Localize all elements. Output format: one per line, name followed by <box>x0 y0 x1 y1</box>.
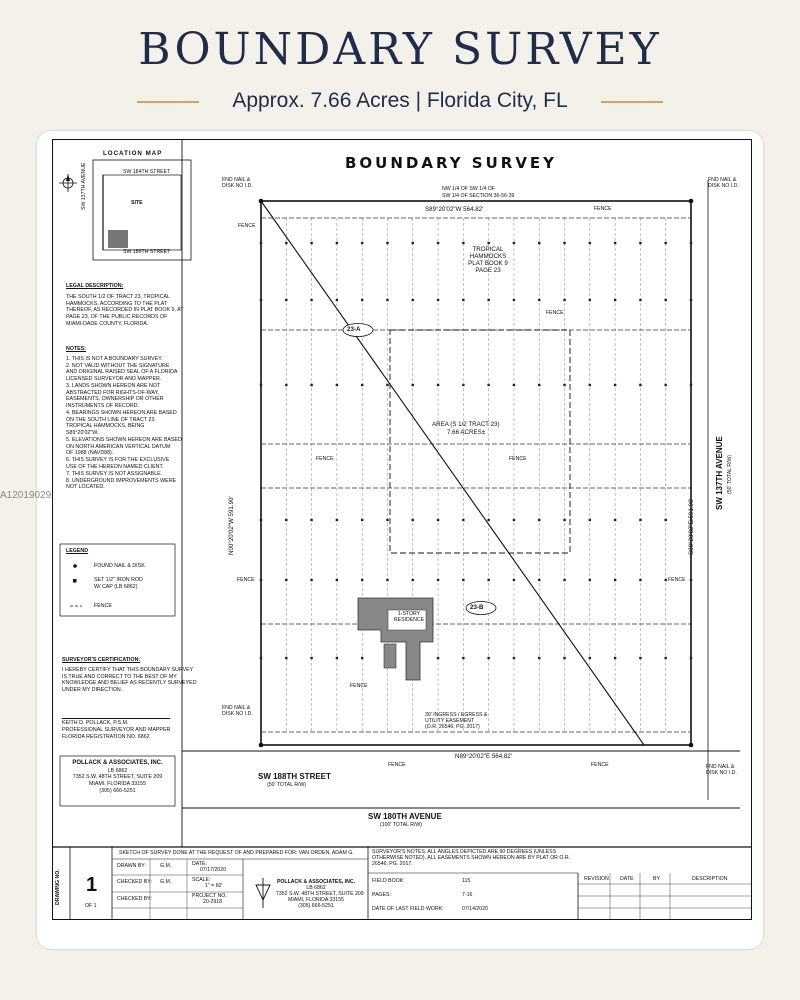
location-map-site-label: SITE <box>131 200 143 206</box>
iron-rod-marker <box>538 299 540 301</box>
legal-description: LEGAL DESCRIPTION: THE SOUTH 1/2 OF TRACT 23, TROPICAL HAMMOCKS, ACCORDING TO THE PLAT THEREOF, AS RECORDED IN PLAT BOOK 9, AT PAGE 23, OF THE PUBLIC RECORDS OF MIAMI-DADE COUNTY, FLORIDA. <box>66 283 184 327</box>
iron-rod-marker <box>462 299 464 301</box>
residence-footprint <box>358 598 433 680</box>
revision-header: DATE <box>620 876 634 882</box>
iron-rod-marker <box>589 299 591 301</box>
iron-rod-markers <box>260 242 692 659</box>
iron-rod-marker <box>437 384 439 386</box>
fnd-nail-sw: FND NAIL & DISK NO I.D. <box>222 705 253 717</box>
iron-rod-marker <box>361 242 363 244</box>
checked-by-value: G.M. <box>160 879 172 885</box>
legend-item: FOUND NAIL & DISK <box>94 563 145 569</box>
iron-rod-marker <box>336 242 338 244</box>
company-logo-icon <box>256 878 270 908</box>
tract-23b-label: 23-B <box>470 604 484 611</box>
fence-label: FENCE <box>594 206 612 212</box>
date-value: 07/17/2020 <box>200 867 226 873</box>
south-bearing: N89°20'02"E 564.82' <box>455 753 512 760</box>
iron-rod-marker <box>336 384 338 386</box>
iron-rod-marker <box>437 657 439 659</box>
iron-rod-marker <box>487 242 489 244</box>
legend-rod-symbol <box>73 579 77 583</box>
iron-rod-marker <box>260 299 262 301</box>
iron-rod-marker <box>386 242 388 244</box>
iron-rod-marker <box>614 579 616 581</box>
area-label: AREA (S 1/2 TRACT 23) <box>432 421 500 428</box>
iron-rod-marker <box>310 579 312 581</box>
iron-rod-marker <box>589 384 591 386</box>
iron-rod-marker <box>513 242 515 244</box>
location-map-top-street: SW 184TH STREET <box>123 169 171 175</box>
iron-rod-marker <box>538 242 540 244</box>
plat-label: TROPICAL HAMMOCKS PLAT BOOK 9 PAGE 23 <box>468 246 508 275</box>
iron-rod-marker <box>513 579 515 581</box>
iron-rod-marker <box>665 519 667 521</box>
iron-rod-marker <box>487 299 489 301</box>
property-boundary <box>261 201 691 745</box>
iron-rod-marker <box>310 384 312 386</box>
iron-rod-marker <box>639 384 641 386</box>
iron-rod-marker <box>614 384 616 386</box>
iron-rod-marker <box>563 519 565 521</box>
iron-rod-marker <box>260 579 262 581</box>
pages-label: PAGES: <box>372 892 391 898</box>
iron-rod-marker <box>361 657 363 659</box>
iron-rod-marker <box>462 242 464 244</box>
iron-rod-marker <box>487 657 489 659</box>
iron-rod-marker <box>538 579 540 581</box>
iron-rod-marker <box>665 657 667 659</box>
iron-rod-marker <box>614 299 616 301</box>
iron-rod-marker <box>665 579 667 581</box>
iron-rod-marker <box>437 242 439 244</box>
scale-value: 1" = 60' <box>205 883 223 889</box>
revision-header: BY <box>653 876 660 882</box>
easement-label: 30' INGRESS / EGRESS & UTILITY EASEMENT (O.R. 26546, PG. 2017) <box>425 712 488 730</box>
iron-rod-marker <box>665 242 667 244</box>
iron-rod-marker <box>639 519 641 521</box>
iron-rod-marker <box>690 579 692 581</box>
iron-rod-marker <box>260 657 262 659</box>
listing-id-watermark: A12019029 <box>0 490 52 501</box>
pages-value: 7-16 <box>462 892 473 898</box>
title-block-company: POLLACK & ASSOCIATES, INC. LB 6862 7352 S.W. 48TH STREET, SUITE 209 MIAMI, FLORIDA 33155 (305) 666-5251 <box>276 879 364 909</box>
iron-rod-marker <box>639 242 641 244</box>
company-box: POLLACK & ASSOCIATES, INC. LB 6862 7352 S.W. 48TH STREET, SUITE 209 MIAMI, FLORIDA 33155 (305) 666-5251 <box>72 760 163 794</box>
north-arrow-icon <box>59 174 77 192</box>
notes: NOTES: 1. THIS IS NOT A BOUNDARY SURVEY. 2. NOT VALID WITHOUT THE SIGNATURE AND ORIGINAL RAISED SEAL OF A FLORIDA LICENSED SURVEYOR AND MAPPER. 3. LANDS SHOWN HEREON ARE NOT ABSTRACTED FOR RIGHTS-OF-WAY, EASEMENTS, OWNERSHIP OR OTHER INSTRUMENTS OF RECORD. 4. BEARINGS SHOWN HEREON ARE BASED ON THE SOUTH LINE OF TRACT 23, TROPICAL HAMMOCKS, BEING S89°20'02"W. 5. ELEVATIONS SHOWN HEREON ARE BASED ON NORTH AMERICAN VERTICAL DATUM OF 1988 (NAVD88). 6. THIS SURVEY IS FOR THE EXCLUSIVE USE OF THE HEREON NAMED CLIENT. 7. THIS SURVEY IS NOT ASSIGNABLE. 8. UNDERGROUND IMPROVEMENTS WERE NOT LOCATED. <box>66 346 182 491</box>
north-bearing: S89°20'02"W 564.82' <box>425 206 484 213</box>
checked-by-label-2: CHECKED BY: <box>117 896 152 902</box>
iron-rod-marker <box>437 299 439 301</box>
iron-rod-marker <box>285 299 287 301</box>
last-field-value: 07/14/2020 <box>462 906 488 912</box>
iron-rod-marker <box>361 519 363 521</box>
east-road-label: SW 137TH AVENUE <box>715 436 724 510</box>
iron-rod-marker <box>487 519 489 521</box>
iron-rod-marker <box>412 242 414 244</box>
iron-rod-marker <box>690 242 692 244</box>
iron-rod-marker <box>462 579 464 581</box>
easement-line <box>261 201 644 745</box>
iron-rod-marker <box>361 579 363 581</box>
south-street-rw: (50' TOTAL R/W) <box>267 782 307 788</box>
surveyor-notes: SURVEYOR'S NOTES: ALL ANGLES DEPICTED ARE 90 DEGREES (UNLESS OTHERWISE NOTED). ALL EASEMENTS SHOWN HEREON ARE BY PLAT OR O.R. 26546, PG. 2017. <box>372 849 571 867</box>
section-label-2: SW 1/4 OF SECTION 36-56-39 <box>442 193 515 199</box>
iron-rod-marker <box>538 384 540 386</box>
fence-label: FENCE <box>509 456 527 462</box>
iron-rod-marker <box>285 384 287 386</box>
project-value: 20-2918 <box>203 899 223 905</box>
iron-rod-marker <box>589 242 591 244</box>
iron-rod-marker <box>513 519 515 521</box>
prepared-for: SKETCH OF SURVEY DONE AT THE REQUEST OF AND PREPARED FOR: VAN ORDEN, ADAM G. <box>119 850 354 856</box>
fence-label: FENCE <box>546 310 564 316</box>
iron-rod-marker <box>336 579 338 581</box>
iron-rod-marker <box>690 657 692 659</box>
iron-rod-marker <box>589 519 591 521</box>
surveyor-signature-block: KEITH D. POLLACK, P.S.M. PROFESSIONAL SURVEYOR AND MAPPER FLORIDA REGISTRATION NO. 6862 <box>62 720 171 740</box>
iron-rod-marker <box>462 657 464 659</box>
iron-rod-marker <box>412 519 414 521</box>
iron-rod-marker <box>462 384 464 386</box>
fnd-nail-nw: FND NAIL & DISK NO I.D. <box>222 177 253 189</box>
iron-rod-marker <box>614 242 616 244</box>
iron-rod-marker <box>336 519 338 521</box>
iron-rod-marker <box>386 519 388 521</box>
project-label: PROJECT NO. <box>192 893 227 899</box>
iron-rod-marker <box>310 299 312 301</box>
iron-rod-marker <box>614 519 616 521</box>
iron-rod-marker <box>639 657 641 659</box>
fence-label: FENCE <box>350 683 368 689</box>
iron-rod-marker <box>487 384 489 386</box>
drawn-by-label: DRAWN BY: <box>117 863 146 869</box>
page-subtitle: Approx. 7.66 Acres | Florida City, FL <box>232 89 568 112</box>
iron-rod-marker <box>665 299 667 301</box>
fnd-nail-se: FND NAIL & DISK NO I.D. <box>706 764 737 776</box>
fence-label: FENCE <box>388 762 406 768</box>
iron-rod-marker <box>513 299 515 301</box>
iron-rod-marker <box>386 384 388 386</box>
iron-rod-marker <box>639 299 641 301</box>
iron-rod-marker <box>589 657 591 659</box>
page-title: BOUNDARY SURVEY <box>138 24 662 75</box>
iron-rod-marker <box>513 657 515 659</box>
location-map-side-street: SW 137TH AVENUE <box>81 162 87 210</box>
bottom-road-rw: (100' TOTAL R/W) <box>380 822 423 828</box>
field-book-label: FIELD BOOK: <box>372 878 405 884</box>
iron-rod-marker <box>336 657 338 659</box>
iron-rod-marker <box>665 384 667 386</box>
iron-rod-marker <box>437 519 439 521</box>
sheet-number: 1 <box>86 874 98 896</box>
iron-rod-marker <box>538 657 540 659</box>
iron-rod-marker <box>563 299 565 301</box>
iron-rod-marker <box>563 657 565 659</box>
iron-rod-marker <box>690 299 692 301</box>
iron-rod-marker <box>563 384 565 386</box>
fence-label: FENCE <box>238 223 256 229</box>
legend-item: SET 1/2" IRON ROD <box>94 577 143 583</box>
iron-rod-marker <box>513 384 515 386</box>
iron-rod-marker <box>386 579 388 581</box>
iron-rod-marker <box>487 579 489 581</box>
iron-rod-marker <box>563 242 565 244</box>
scale-label: SCALE: <box>192 877 211 883</box>
iron-rod-marker <box>260 384 262 386</box>
location-map-bottom-street: SW 186TH STREET <box>123 249 171 255</box>
area-acres: 7.66 ACRES± <box>447 429 486 436</box>
legend-nail-symbol <box>73 564 77 568</box>
drawn-by-value: G.M. <box>160 863 172 869</box>
date-label: DATE: <box>192 861 207 867</box>
iron-rod-marker <box>336 299 338 301</box>
fence-label: FENCE <box>668 577 686 583</box>
iron-rod-marker <box>690 384 692 386</box>
iron-rod-marker <box>563 579 565 581</box>
iron-rod-marker <box>639 579 641 581</box>
east-road-rw: (50' TOTAL R/W) <box>727 454 733 494</box>
iron-rod-marker <box>310 657 312 659</box>
legend-title: LEGEND <box>66 548 89 554</box>
iron-rod-marker <box>260 519 262 521</box>
iron-rod-marker <box>285 579 287 581</box>
iron-rod-marker <box>285 242 287 244</box>
fence-label: FENCE <box>591 762 609 768</box>
revision-header: DESCRIPTION <box>692 876 728 882</box>
bottom-road-label: SW 180TH AVENUE <box>368 812 442 821</box>
iron-rod-marker <box>310 519 312 521</box>
iron-rod-marker <box>412 299 414 301</box>
tract-23a-label: 23-A <box>347 326 361 333</box>
legend-item: FENCE <box>94 603 112 609</box>
residence-label: 1-STORY RESIDENCE <box>393 611 425 623</box>
last-field-label: DATE OF LAST FIELD WORK: <box>372 906 444 912</box>
section-label-1: NW 1/4 OF SW 1/4 OF <box>442 186 496 192</box>
surveyor-certification: SURVEYOR'S CERTIFICATION: I HEREBY CERTIFY THAT THIS BOUNDARY SURVEY IS TRUE AND CORRECT TO THE BEST OF MY KNOWLEDGE AND BELIEF AS RECENTLY SURVEYED UNDER MY DIRECTION. <box>62 657 197 694</box>
iron-rod-marker <box>361 299 363 301</box>
drawing-no-label: DRAWING NO. <box>55 869 61 905</box>
east-bearing: S00°20'02"E 591.90' <box>688 498 695 555</box>
field-book-value: 115 <box>462 878 471 884</box>
survey-title: BOUNDARY SURVEY <box>345 154 558 172</box>
iron-rod-marker <box>285 519 287 521</box>
south-street-label: SW 188TH STREET <box>258 772 331 781</box>
iron-rod-marker <box>412 384 414 386</box>
iron-rod-marker <box>538 519 540 521</box>
iron-rod-marker <box>260 242 262 244</box>
location-map-title: LOCATION MAP <box>103 150 163 157</box>
fence-label: FENCE <box>237 577 255 583</box>
iron-rod-marker <box>589 579 591 581</box>
checked-by-label: CHECKED BY: <box>117 879 152 885</box>
fnd-nail-ne: FND NAIL & DISK NO I.D. <box>708 177 739 189</box>
found-nail-markers <box>259 199 694 748</box>
fence-label: FENCE <box>316 456 334 462</box>
iron-rod-marker <box>462 519 464 521</box>
area-outline <box>390 330 570 553</box>
revision-header: REVISION <box>584 876 609 882</box>
iron-rod-marker <box>285 657 287 659</box>
iron-rod-marker <box>310 242 312 244</box>
iron-rod-marker <box>437 579 439 581</box>
legend-item: W/ CAP (LB 6862) <box>94 584 138 590</box>
iron-rod-marker <box>361 384 363 386</box>
iron-rod-marker <box>614 657 616 659</box>
sheet-of-label: OF 1 <box>85 903 97 909</box>
iron-rod-marker <box>386 299 388 301</box>
west-bearing: N00°20'02"W 591.90' <box>228 496 235 555</box>
plat-grid <box>286 218 665 732</box>
iron-rod-marker <box>412 579 414 581</box>
